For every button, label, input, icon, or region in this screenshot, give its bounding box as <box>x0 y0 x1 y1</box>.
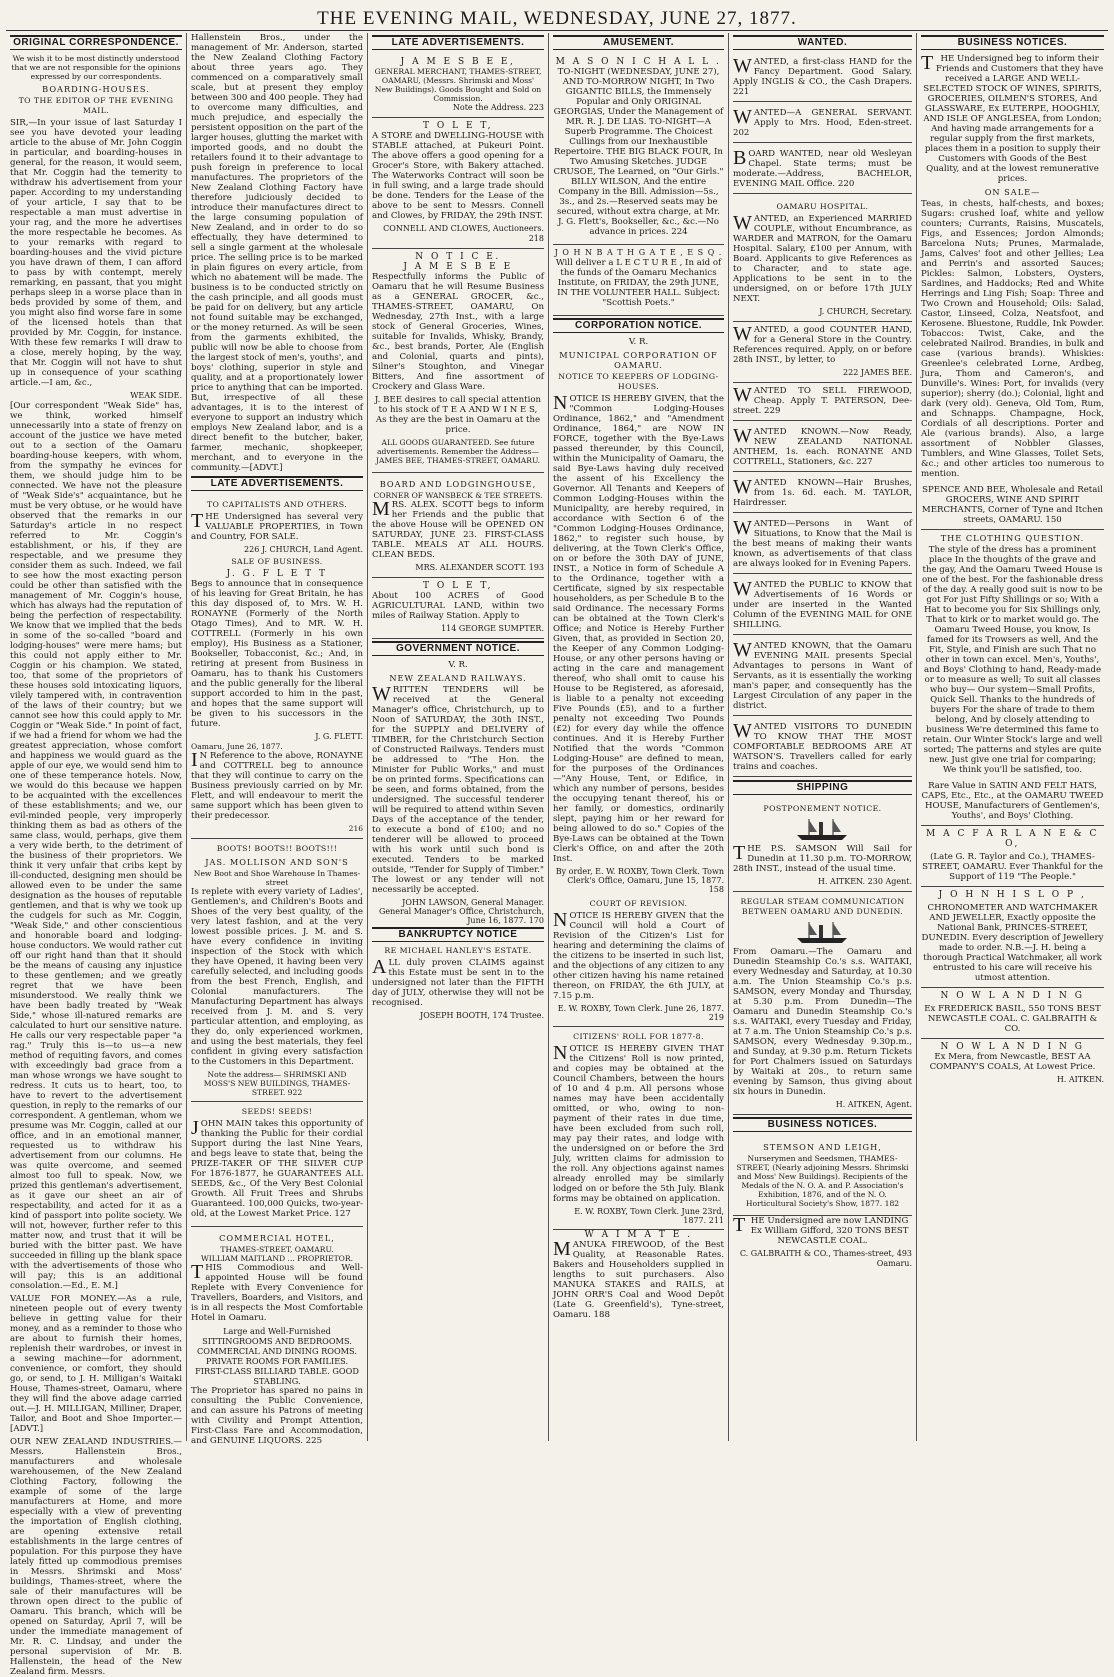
notice-body: NOTICE IS HEREBY GIVEN THAT the Citizens' Roll is now printed, and copies may be obtained at the Council Chambers, between the hours of 10 and 4 p.m. All persons whose names may have been accidentally omitted, or who, owing to non-payment of their rates in due time, have been excluded from such roll, may pay their rates, and lodge with the undersigned on or before the 3rd July, written claims for admission to the roll. Any objections against names already enrolled may be similarly lodged on or before the 5th July. Blank forms may be obtained on application. <box>553 1042 724 1204</box>
ad-title: SEEDS! SEEDS! <box>241 1107 313 1116</box>
ad-title: M A C F A R L A N E & C O, <box>926 829 1099 849</box>
ad-address: Note the address— SHRIMSKI AND MOSS'S NEW BUILDINGS, THAMES-STREET. 922 <box>203 1070 351 1097</box>
ad-james-bee <box>372 54 544 118</box>
ad-body: Ex FREDERICK BASIL, 550 TONS BEST NEWCASTLE COAL. C. GALBRAITH & CO. <box>921 1001 1104 1039</box>
ad-title: T O L E T, <box>423 581 493 591</box>
ad-capitalists <box>191 495 363 839</box>
section-header: GOVERNMENT NOTICE. <box>372 641 544 656</box>
ad-masonic-hall <box>553 54 724 245</box>
wanted-ad: WANTED the PUBLIC to KNOW that Advertisements of 16 Words or under are inserted in the Wanted Column of the EVENING MAIL for ONE SHILLING. <box>733 577 912 635</box>
ad-title: THE CLOTHING QUESTION. <box>940 533 1085 543</box>
section-header: LATE ADVERTISEMENTS. <box>372 35 544 50</box>
ad-title: N O T I C E. <box>415 252 501 262</box>
ad-subtitle: THAMES-STREET, OAMARU. <box>220 1245 334 1254</box>
notice-title: RE MICHAEL HANLEY'S ESTATE. <box>384 946 532 955</box>
ad-body: The Proprietor has spared no pains in consulting the Public Convenience, and can assure his Patrons of meeting with Civility and Prompt Attention, First-Class Fare and Accommodation, and GENUINE LIQUORS. 225 <box>191 1386 363 1446</box>
ad-proprietor: WILLIAM MAITLAND ... PROPRIETOR. <box>200 1254 354 1263</box>
notice-body: NOTICE IS HEREBY GIVEN, that the "Common Lodging-Houses Ordinance, 1862," and "Amendment Ordinance, 1864," are NOW IN FORCE, together with the Bye-Laws passed thereunder, by this Council, within the Municipality of Oamaru, the said Bye-Laws having duly received the assent of his Excellency the Governor. All Tenants and Keepers of Common Lodging-Houses within the Municipality, are hereby required, in accordance with Section 6 of the "Common Lodging-Houses Ordinance, 1862," to register such house, by delivering, at the Town Clerk's Office, on or before the 30th DAY of JUNE, INST., a Notice in form of Schedule A to the Ordinance, together with a Certificate, signed by six respectable householders, as per Schedule B to the said Ordinance. The necessary Forms can be obtained at the Town Clerk's Office; and Notice is Hereby Further Given, that, as provided in Section 20, the Keeper of any Common Lodging-House, or any other persons having or acting in the care and management thereof, who shall omit to cause his House to be Registered, as aforesaid, is liable to a penalty not exceeding Five Pounds (£5), and to a further penalty not exceeding Two Pounds (£2) for every day while the offence continues. And it is Hereby Further Notified that the words "Common Lodging-House" are defined to mean, for the purposes of the Ordinances—"Any House, Tent, or Edifice, in which any number of persons, besides the occupying tenant thereof, his or her family, or domestics, ordinarily slept, paying him or her reward for being allowed to do so." Copies of the Bye-Laws can be obtained at the Town Clerk's Office, on and after the 20th Inst. <box>553 392 724 864</box>
ad-number: 216 <box>348 824 363 833</box>
section-header: LATE ADVERTISEMENTS. <box>191 476 363 491</box>
ad-name: JAS. MOLLISON AND SON'S <box>205 857 349 867</box>
notice-signature: E. W. ROXBY, Town Clerk. June 23rd, 1877. 211 <box>574 1207 724 1225</box>
notice-title: COURT OF REVISION. <box>589 899 688 908</box>
section-header: SHIPPING <box>733 780 912 795</box>
ad-list: Large and Well-Furnished SITTINGROOMS AND BEDROOMS. COMMERCIAL AND DINING ROOMS. PRIVATE ROOMS FOR FAMILIES. FIRST-CLASS BILLIARD TABLE. GOOD STABLING. <box>195 1326 359 1386</box>
ad-body: Respectfully informs the Public of Oamaru that he will Resume Business as a GENERAL GROCER, &c., THAMES-STREET, OAMARU, On Wednesday, 27th Inst., with a large stock of General Groceries, Wines, suitable for Invalids, Whisky, Brandy, &c., best brands, Porter, Ale (English and Colonial, quarts and pints), Silner's Stoughton, and Vinegar Bitters, And fine assortment of Crockery and Glass Ware. <box>372 272 544 392</box>
column-5 <box>729 33 917 1441</box>
ad-title: REGULAR STEAM COMMUNICATION BETWEEN OAMARU AND DUNEDIN. <box>740 897 905 916</box>
article-addressee: TO THE EDITOR OF THE EVENING MAIL. <box>18 96 174 115</box>
ad-stemson-leigh <box>733 1136 912 1216</box>
notice-title: CITIZENS' ROLL FOR 1877-8. <box>573 1032 704 1041</box>
section-header: ORIGINAL CORRESPONDENCE. <box>10 35 182 50</box>
ad-subtitle: ON SALE— <box>984 187 1041 197</box>
ad-name: J A M E S B E E <box>403 262 513 272</box>
editor-reply: [Our correspondent "Weak Side" has, we think, worked himself unnecessarily into a state of frenzy on account of the justice we have meted out to a section of the Oamaru boarding-house keepers, with whom, from the sympathy he evinces for them, we should judge him to be connected. We have not the pleasure of "Weak Side's" acquaintance, but he must be very obtuse, or he would have observed that the remarks in our Saturday's article in no respect referred to Mr. Coggin's establishment, or his, if they are respectable, and we presume they consider them as such. Indeed, we fail to see how the most exacting person could be other than satisfied with the management of Mr. Coggin's house, which has always had the reputation of being the perfection of respectability. We know that we implied that the beds in some of the so-called "board and lodging-houses" were mere hams; but this could not apply either to Mr. Coggin or his champion. We stated, too, that some of the proprietors of these houses sold intoxicating liquors, vilely tampered with, in contravention of the laws of their country; but we cannot see how this could apply to Mr. Coggin or "Weak Side." In point of fact, if we had a friend for whom we had the greatest appreciation, whose comfort and happiness we would guard as the apple of our eye, we would send him to one of these temperance hotels. Now, we would do this because we happen to be acquainted with the excellences of these establishments; and we, our evil-minded people, very improperly thinking them as bad as others of the same class, would, perhaps, give them a very wide berth, to the detriment of the business of their proprietors. We think it very unfair that cribs kept by ill-conducted, designing men should be allowed even to be under the same designation as the houses of reputable gentlemen, and that is why we took up the cudgels for such as Mr. Coggin, "Weak Side," and other conscientious and honorable board and lodging-house conductors. We would rather cut off our right hand than that it should be the means of causing any injustice to these gentlemen; and we greatly regret that we have been misunderstood. We really think we have been badly treated by "Weak Side," whose ill-natured remarks are calculated to hurt our sensitive nature. He calls our very respectable paper "a rag." Truly this is—to us—a new method of requiting favors, and comes with exceedingly bad grace from a man whose wrongs we have sought to redress. It cuts us to heart, too, to have to revert to the advertisement question, in reply to the remarks of our correspondent. A gentleman, whom we presume was Mr. Coggin, called at our office, and in an emotional manner, requested us to withdraw his advertisement from our columns. He was quite overcome, and seemed almost too full to speak. Now, we prized this gentleman's advertisement, as it gave our sheet an air of respectability, and acted for it as a kind of passport into polite society. We will not, however, further refer to this matter now, and trust that it will be buried with the bitter past. We have succeeded in filling up the blank space with the advertisements of those who will pay; this is an additional consolation.—Ed., E. M.] <box>10 401 182 1291</box>
ad-body: MRS. ALEX. SCOTT begs to inform her Friends and the public that the above House will be OPENED ON SATURDAY, JUNE 23. FIRST-CLASS TABLE. MEALS AT ALL HOURS. CLEAN BEDS. <box>372 498 544 560</box>
ad-steam-communication <box>733 892 912 1115</box>
ad-signature: 222 JAMES BEE. <box>843 368 912 377</box>
ad-counter-hand <box>733 322 912 383</box>
ad-body: Is replete with every variety of Ladies', Gentlemen's, and Children's Boots and Shoes of the very best quality, of the very latest fashion, and at the very lowest possible prices. J. M. and S. have every confidence in inviting inspection of the Stock with which they have Opened, it having been very carefully selected, and including goods from the best French, English, and Colonial manufacturers. The Manufacturing Department has always received from J. M. and S. very particular attention, and employing, as they do, only experienced workmen, and using the best materials, they feel confident in giving every satisfaction to the Customers in this Department. <box>191 887 363 1067</box>
ad-title: J O H N H I S L O P , <box>938 890 1087 900</box>
notice-signature: JOSEPH BOOTH, 174 Trustee. <box>420 1011 544 1020</box>
notice-signature: JOHN LAWSON, General Manager. General Manager's Office, Christchurch, June 16, 1877. 170 <box>379 898 544 925</box>
wanted-ad: WANTED KNOWN, that the Oamaru EVENING MAIL presents Special Advantages to persons in Want of Servants, as it is essentially the working man's paper, and consequently has the Largest Circulation of any paper in the district. <box>733 638 912 716</box>
editorial-note: We wish it to be most distinctly understood that we are not responsible for the opinions expressed by our correspondents. <box>11 54 181 81</box>
ad-court-revision <box>553 894 724 1027</box>
section-header: BUSINESS NOTICES. <box>921 35 1104 50</box>
article-title: BOARDING-HOUSES. <box>42 84 150 94</box>
ad-title: W A I M A T E . <box>584 1230 693 1240</box>
ad-citizens-roll <box>553 1027 724 1230</box>
ad-hospital <box>733 197 912 322</box>
ad-body: Begs to announce that in consequence of his leaving for Great Britain, he has this day disposed of, to Mrs. W. H. RONAYNE (Formerly of the North Otago Times), And to MR. W. H. COTTRELL (Formerly in his own employ), His Business as a Stationer, Bookseller, Tobacconist, &c.; And, in retiring at present from Business in Oamaru, has to thank his Customers and the public generally for the liberal support accorded to him in the past, and hopes that the same support will be given to his successors in the future. <box>191 579 363 729</box>
notice-body: ALL duly proven CLAIMS against this Estate must be sent in to the undersigned not later than the FIFTH day of JULY, otherwise they will not be recognised. <box>372 956 544 1008</box>
ad-body: IN Reference to the above, RONAYNE and COTTRELL beg to announce that they will continue to carry on the Business previously carried on by Mr. Flett, and will endeavour to merit the same support which has been given to their predecessor. <box>191 749 363 821</box>
ad-body: THIS Commodious and Well-appointed House will be found Replete with Every Convenience for Travellers, Boarders, and Visitors, and is in all respects the Most Comfortable Hotel in Oamaru. <box>191 1261 363 1323</box>
ad-body: J. BEE desires to call special attention to his stock of T E A AND W I N E S, As they are the best in Oamaru at the price. <box>374 395 542 435</box>
ad-notice-bee <box>372 249 544 473</box>
ad-signature: H. AITKEN, Agent. <box>835 1100 912 1109</box>
paragraph-value-for-money: VALUE FOR MONEY.—As a rule, nineteen people out of every twenty believe in getting value for their money, and as a reminder to those who are about to furnish their homes, replenish their wardrobes, or invest in a sewing machine—for adornment, convenience, or comfort, they should go, or send, to J. H. Milligan's Waitaki House, Thames-street, Oamaru, where they will find the above adage carried out.—J. H. MILLIGAN, Milliner, Draper, Tailor, and Boot and Shoe Importer.—[ADVT.] <box>10 1294 182 1434</box>
notice-title: NEW ZEALAND RAILWAYS. <box>389 673 527 683</box>
section-header: CORPORATION NOTICE. <box>553 318 724 333</box>
poem-body: The style of the dress has a prominent place In the thoughts of the grave and the gay, And the Oamaru Tweed House is one of the best. For the fashionable dress of the day. A really good suit is now to be got For just Fifty Shillings or so; With a Hat to become you for Six Shillings only, That to kirk or to market would go. The Oamaru Tweed House, you know, Is famed for its Trowsers as well, And the Fit, Style, and Finish are such That no other in town can excel. Men's, Youths', and Boys' Clothing to hand, Ready-made or to measure as well; To suit all classes who buy— Our system—Small Profits, Quick Sell. Thanks to the hundreds of buyers For the share of trade to them belong, And by closely attending to business We're determined this fame to retain. Our Winter Stock's large and well sorted; The patterns and styles are quite new. Just give one trial for comparing; We think you'll be satisfied, too. <box>921 545 1104 775</box>
columns <box>6 33 1108 1677</box>
ad-signature: H. AITKEN. 230 Agent. <box>817 877 912 886</box>
wanted-ad: WANTED, a first-class HAND for the Fancy Department. Good Salary. Apply INGLIS & CO., the Cash Drapers. 221 <box>733 54 912 102</box>
ad-postponement <box>733 799 912 892</box>
column-3 <box>368 33 549 1441</box>
ad-body: About 100 ACRES of Good AGRICULTURAL LAND, within two miles of Railway Station. Apply to <box>372 591 544 621</box>
letter-signature: WEAK SIDE. <box>130 391 182 400</box>
wanted-ad: WANTED TO SELL FIREWOOD, Cheap. Apply T. PATERSON, Dee-street. 229 <box>733 383 912 421</box>
letter-body: SIR,—In your issue of last Saturday I see you have devoted your leading article to the abuse of Mr. John Coggin in particular, and boarding-houses in general, for the reason, it would seem, that Mr. Coggin had the temerity to withdraw his advertisement from your paper. According to my understanding of your article, I say that to be respectable a man must advertise in your rag, and the more he advertises the more respectable he becomes. As to your remarks with regard to boarding-houses and the vivid picture you have drawn of them, I can afford to pass by with contempt, merely remarking, en passant, that you might perhaps sleep in a worse place than in beds provided by some of them, and you might also find worse fare in some of the licensed hotels than that provided by Mr. Coggin, for instance. With these few remarks I will draw to a close, merely hoping, by the way, that Mr. Coggin will not have to shut up in consequence of your scathing article.—I am, &c., <box>10 118 182 388</box>
vr-line: V. R. <box>628 337 649 347</box>
masthead: THE EVENING MAIL, WEDNESDAY, JUNE 27, 1877. <box>6 0 1108 31</box>
ad-lecture <box>553 245 724 316</box>
ad-signature: 114 GEORGE SUMPTER. <box>441 624 544 633</box>
ad-signature: H. AITKEN. <box>1056 1075 1104 1084</box>
paragraph-continued: Hallenstein Bros., under the management of Mr. Anderson, started the New Zealand Clothing Factory about three years ago. They commenced on a comparatively small scale, but at present they employ between 300 and 400 people. They had to overcome many difficulties, and much prejudice, and especially the persistent opposition on the part of the larger houses, glutting the market with imported goods, and no doubt the retailers found it to their advantage to push foreign in preference to local manufactures. The proprietors of the New Zealand Clothing Factory have therefore judiciously decided to introduce their manufactures direct to the large consuming population of New Zealand, and in order to do so effectually, they have determined to sell a single garment at the wholesale price. The selling price is to be marked in plain figures on every article, from which no abatement will be made. The business is to be conducted strictly on the cash principle, and all goods must be paid for on delivery, but any article not found suitable may be exchanged, or the money returned. As will be seen from the garments exhibited, the public will now be able to choose from the largest stock of men's, youths', and boys' clothing, superior in style and quality, and at a proportionately lower price to anything that can be imported. But, irrespective of all these advantages, it is to the interest of everyone to support an industry which employs New Zealand labor, and is a direct benefit to the butcher, baker, farmer, mechanic, shopkeeper, merchant, and to everyone in the community.—[ADVT.] <box>191 33 363 473</box>
ad-seeds <box>191 1102 363 1227</box>
ad-body: Ex Mera, from Newcastle, BEST AA COMPANY'S COALS, At Lowest Price. <box>929 1052 1096 1072</box>
ad-signature: CONNELL AND CLOWES, Auctioneers. 218 <box>383 224 544 243</box>
ad-subtitle: New Boot and Shoe Warehouse In Thames-street <box>193 869 361 887</box>
ad-body: (Late G. R. Taylor and Co.), THAMES-STREET, OAMARU. Ever Thankful for the Support of 119 "The People." <box>921 849 1104 887</box>
ad-body: A STORE and DWELLING-HOUSE with STABLE attached, at Pukeuri Point. The above offers a good opening for a Grocer's Store, with Bakery attached. The Waterworks Contract will soon be in full swing, and a large trade should be done. Tenders for the Lease of the above to be sent to Messrs. Connell and Clowes, by FRIDAY, the 29th INST. <box>372 131 544 221</box>
ad-body: From Oamaru.—The Oamaru and Dunedin Steamship Co.'s s.s. WAITAKI, every Wednesday and Saturday, at 10.30 a.m. The Union Steamship Co.'s p.s. SAMSON, every Monday and Thursday, at 5.30 p.m. From Dunedin—The Oamaru and Dunedin Steamship Co.'s s.s. WAITAKI, every Tuesday and Friday, at 7 a.m. The Union Steamship Co.'s p.s. SAMSON, every Wednesday 9.30p.m., and Sunday, at 9.30 p.m. Return Tickets for Port Chalmers issued on Saturdays by Waitaki at 20s., to return same evening by Samson, thus giving about six hours in Dunedin. <box>733 947 912 1097</box>
ad-body: Nurserymen and Seedsmen, THAMES-STREET, (Nearly adjoining Messrs. Shrimski and Moss' New Buildings). Recipients of the Medals of the N. O. A. and P. Association's Exhibition, 1876, and of the N. O. Horticultural Society's Show, 1877. 182 <box>736 1154 909 1208</box>
ad-name: J. G. F L E T T <box>226 569 328 579</box>
ad-body: GENERAL MERCHANT, THAMES-STREET, OAMARU, (Messrs. Shrimski and Moss' New Buildings). Goods Bought and Sold on Commission. <box>374 67 542 103</box>
ad-commercial-hotel <box>191 1227 363 1453</box>
ad-signature: MRS. ALEXANDER SCOTT. 193 <box>415 563 544 572</box>
ad-title: BOARD AND LODGINGHOUSE, <box>379 479 537 489</box>
ad-body: Will deliver a L E C T U R E , In aid of the funds of the Oamaru Mechanics Institute, on FRIDAY, the 29th JUNE, IN THE VOLUNTEER HALL. Subject: "Scottish Poets." <box>555 258 722 308</box>
ad-subtitle: SALE OF BUSINESS. <box>231 557 323 566</box>
ad-title: OAMARU HOSPITAL. <box>776 202 869 211</box>
ad-body: CHRONOMETER AND WATCHMAKER AND JEWELLER, Exactly opposite the National Bank, PRINCES-STREET, DUNEDIN. Every description of Jewellery made to order. N.B.—J. H. being a thorough Practical Watchmaker, all work entrusted to his care will receive his utmost attention. <box>921 900 1104 988</box>
column-6 <box>917 33 1108 1441</box>
section-header: WANTED. <box>733 35 912 50</box>
ad-boarding-house <box>372 473 544 578</box>
ad-signature: C. GALBRAITH & CO., Thames-street, 493 Oamaru. <box>739 1249 912 1268</box>
ad-title: POSTPONEMENT NOTICE. <box>763 804 882 813</box>
wanted-ad: WANTED VISITORS TO DUNEDIN TO KNOW THAT THE MOST COMFORTABLE BEDROOMS ARE AT WATSON'S. Travellers called for early trains and coaches. <box>733 719 912 777</box>
vr-line: V. R. <box>448 660 468 670</box>
ad-note: Note the Address. 223 <box>452 103 544 112</box>
steamship-icon <box>795 919 851 945</box>
ad-body: Teas, in chests, half-chests, and boxes; Sugars: crushed loaf, white and yellow counters; Currants, Raisins, Muscatels, Figs, and Essences; Jordon Almonds; Barcelona Nuts; Prunes, Marmalade, Jams, Calves' foot and other Jellies; Lea and Perrin's and assorted Sauces; Pickles: Salmon, Lobsters, Oysters, Sardines, and Haddocks; Red and White Herrings and Ling Fish; Soap: Three and Two Crown and Household; Oils: Salad, Castor, Linseed, Colza, Neatsfoot, and Kerosene. Bluestone, Ruddle, Ink Powder. Tobaccos: Twist, Cake, and the celebrated Nailrod. Brandies, in bulk and case (various brands). Whiskies: Greenlee's celebrated Lorne, Ardbeg, Jura, Thom and Cameron's, and Dunville's. Wines: Port, for invalids (very superior); sherry (do.); Colonial, light and dark (very old). Geneva, Old Tom, Rum, and Schnapps. Champagne, Hock, Cordials of all descriptions. Porter and Ale (various brands). Also, a large assortment of Nobbler Glasses, Tumblers, and Wine Glasses, Toilet Sets, &c.; and other articles too numerous to mention. <box>921 199 1104 479</box>
wanted-ad: BOARD WANTED, near old Wesleyan Chapel. State terms; must be moderate.—Address, BACHELOR, EVENING MAIL Office. 220 <box>733 146 912 194</box>
section-header: BUSINESS NOTICES. <box>733 1117 912 1132</box>
ad-title: T O L E T, <box>423 121 493 131</box>
ad-title: STEMSON AND LEIGH, <box>763 1142 882 1152</box>
notice-subtitle: NOTICE TO KEEPERS OF LODGING-HOUSES. <box>558 372 719 391</box>
paragraph-industries: OUR NEW ZEALAND INDUSTRIES.—Messrs. Hallenstein Bros., manufacturers and wholesale warehousemen, of the New Zealand Clothing Factory, following the example of some of the large manufacturers at Home, and more especially with a view of preventing the importation of English clothing, are opening extensive retail establishments in the large centres of population. For this purpose they have lately fitted up commodious premises in Messrs. Shrimski and Moss' buildings, Thames-street, where the sale of their manufactures will be thrown open direct to the public of Oamaru. This branch, which will be opened on Saturday, April 7, will be under the immediate management of Mr. R. C. Lindsay, and under the personal supervision of Mr. B. Hallenstein, the head of the New Zealand firm. Messrs. <box>10 1437 182 1677</box>
ad-body: ALL GOODS GUARANTEED. See future advertisements. Remember the Address— JAMES BEE, THAMES-STREET, OAMARU. <box>375 438 541 465</box>
column-1 <box>6 33 187 1677</box>
ad-name: J A M E S B E E, <box>400 57 516 67</box>
ad-title: N O W L A N D I N G <box>940 1042 1085 1052</box>
ad-body: JOHN MAIN takes this opportunity of thanking the Public for their cordial Support during the last Nine Years, and begs leave to state that, being the PRIZE-TAKER OF THE SILVER CUP For 1876-1877, he GUARANTEES ALL SEEDS, &c., Of the Very Best Colonial Growth. All Fruit Trees and Shrubs Guaranteed. 100,000 Quicks, two-year-old, at the Lowest Market Price. 127 <box>191 1117 363 1219</box>
column-4 <box>549 33 729 1441</box>
notice-title: MUNICIPAL CORPORATION OF OAMARU. <box>559 350 718 370</box>
notice-body: NOTICE IS HEREBY GIVEN that the Council will hold a Court of Revision of the Citizen's List for hearing and determining the claims of the citizens to be inserted in such list, and the objections of any citizen to any other citizen having his name retained thereon, on FRIDAY, the 6th JULY, at 7.15 p.m. <box>553 909 724 1001</box>
ad-title: BOOTS! BOOTS!! BOOTS!!! <box>216 844 338 853</box>
ad-title: N O W L A N D I N G <box>940 991 1085 1001</box>
ad-hats: Rare Value in SATIN AND FELT HATS, CAPS, Etc., Etc., at the OAMARU TWEED HOUSE, Manufacturers of Gentlemen's, Youths', and Boys' Clothing. <box>921 778 1104 826</box>
notice-body: WRITTEN TENDERS will be received at the General Manager's office, Christchurch, up to Noon of SATURDAY, the 30th INST., for the SUPPLY and DELIVERY of TIMBER, for the Christchurch Section of Constructed Railways. Tenders must be addressed to "The Hon. the Minister for Public Works," and must be on printed forms. Specifications can be seen, and forms obtained, from the undersigned. The successful tenderer will be required to attend within Seven Days of the acceptance of the tender, to execute a bond of £100; and no tenderer will be allowed to proceed with his work until such bond is executed. Tenders to be marked outside, "Tender for Supply of Timber." The lowest or any tender will not necessarily be accepted. <box>372 683 544 895</box>
ad-body: TO-NIGHT (WEDNESDAY, JUNE 27), AND TO-MORROW NIGHT, In Two GIGANTIC BILLS, the Immensely Popular and Only ORIGINAL GEORGIAS, Under the Management of MR. R. J. DE LIAS. TO-NIGHT—A Superb Programme. The Choicest Cullings from our Inexhaustible Repertoire. THE BIG BLACK FOUR, In Two Amusing Sketches. JUDGE CRUSOE, The Learned, on "Our Girls." BILLY WILSON, And the entire Company in the Bill. Admission—5s., 3s., and 2s.—Reserved seats may be secured, without extra charge, at Mr. J. G. Flett's, Bookseller, &c., &c.—No advance in prices. 224 <box>553 67 724 237</box>
section-header: BANKRUPTCY NOTICE <box>372 927 544 942</box>
wanted-ad: WANTED—Persons in Want of Situations, to Know that the Mail is the best means of making their wants known, as advertisements of that class are always looked for in Evening Papers. <box>733 516 912 574</box>
ad-spence-bee: SPENCE AND BEE, Wholesale and Retail GROCERS, WINE AND SPIRIT MERCHANTS, Corner of Tyne and Itchen streets, OAMARU. 150 <box>921 482 1104 530</box>
ad-body: WANTED, a good COUNTER HAND, for a General Store in the Country. References required. Apply, on or before 28th INST., by letter, to <box>733 323 912 365</box>
ad-body: THE P.S. SAMSON Will Sail for Dunedin at 11.30 p.m. TO-MORROW, 28th INST., instead of the usual time. <box>733 842 912 874</box>
ad-title: COMMERCIAL HOTEL, <box>219 1233 335 1243</box>
ad-body: THE Undersigned has several very VALUABLE PROPERTIES, in Town and Country, FOR SALE. <box>191 510 363 542</box>
notice-signature: E. W. ROXBY, Town Clerk. June 26, 1877. 219 <box>557 1004 724 1022</box>
ad-to-let-land <box>372 578 544 639</box>
section-header: AMUSEMENT. <box>553 35 724 50</box>
ad-signature: J. G. FLETT. <box>315 732 363 741</box>
ad-mollison <box>191 839 363 1102</box>
ad-title: M A S O N I C H A L L . <box>555 57 722 67</box>
ad-body: THE Undersigned beg to inform their Friends and Customers that they have received a LARGE AND WELL-SELECTED STOCK OF WINES, SPIRITS, GROCERIES, OILMEN'S STORES, And GLASSWARE, Ex EUTERPE, HOOGHLY, AND ISLE OF ANGLESEA, from London; And having made arrangements for a regular supply from the first markets, places them in a position to supply their Customers with Goods of the Best Quality, and at the lowest remunerative prices. <box>921 52 1104 184</box>
ad-date: Oamaru, June 26, 1877. <box>191 742 283 751</box>
wanted-ad: WANTED KNOWN.—Now Ready, NEW ZEALAND NATIONAL ANTHEM, 1s. each. RONAYNE AND COTTRELL, Stationers, &c. 227 <box>733 424 912 472</box>
column-2 <box>187 33 368 1446</box>
wanted-ad: WANTED KNOWN—Hair Brushes, from 1s. 6d. each. M. TAYLOR, Hairdresser. <box>733 475 912 513</box>
ad-title: TO CAPITALISTS AND OTHERS. <box>206 500 348 509</box>
ad-title: J O H N B A T H G A T E , E S Q . <box>554 248 723 257</box>
ad-signature: J. CHURCH, Secretary. <box>819 307 912 316</box>
ad-signature: 226 J. CHURCH, Land Agent. <box>244 545 363 554</box>
steamship-icon <box>795 816 851 842</box>
notice-signature: By order, E. W. ROXBY, Town Clerk. Town Clerk's Office, Oamaru, June 15, 1877. 158 <box>555 867 724 894</box>
ad-body: MANUKA FIREWOOD, of the Best Quality, at Reasonable Rates. Bakers and Householders supplied in lengths to suit purchasers. Also MANUKA STAKES and RAILS, at JOHN ORR'S Coal and Wood Depôt (Late G. Greenfield's), Tyne-street, Oamaru. 188 <box>553 1238 724 1320</box>
ad-to-let <box>372 118 544 249</box>
ad-coal: THE Undersigned are now LANDING Ex William Gifford, 320 TONS BEST NEWCASTLE COAL. <box>733 1214 909 1246</box>
ad-body: WANTED, an Experienced MARRIED COUPLE, without Encumbrance, as WARDER and MATRON, for the Oamaru Hospital. Salary, £100 per Annum, with Board. Applicants to give References as to Character, and to state age. Applications to be sent in to the undersigned, on or before 17th JULY NEXT. <box>733 212 912 304</box>
ad-subtitle: CORNER OF WANSBECK & TEE STREETS. <box>373 491 543 500</box>
wanted-ad: WANTED—A GENERAL SERVANT. Apply to Mrs. Hood, Eden-street. 202 <box>733 105 912 143</box>
